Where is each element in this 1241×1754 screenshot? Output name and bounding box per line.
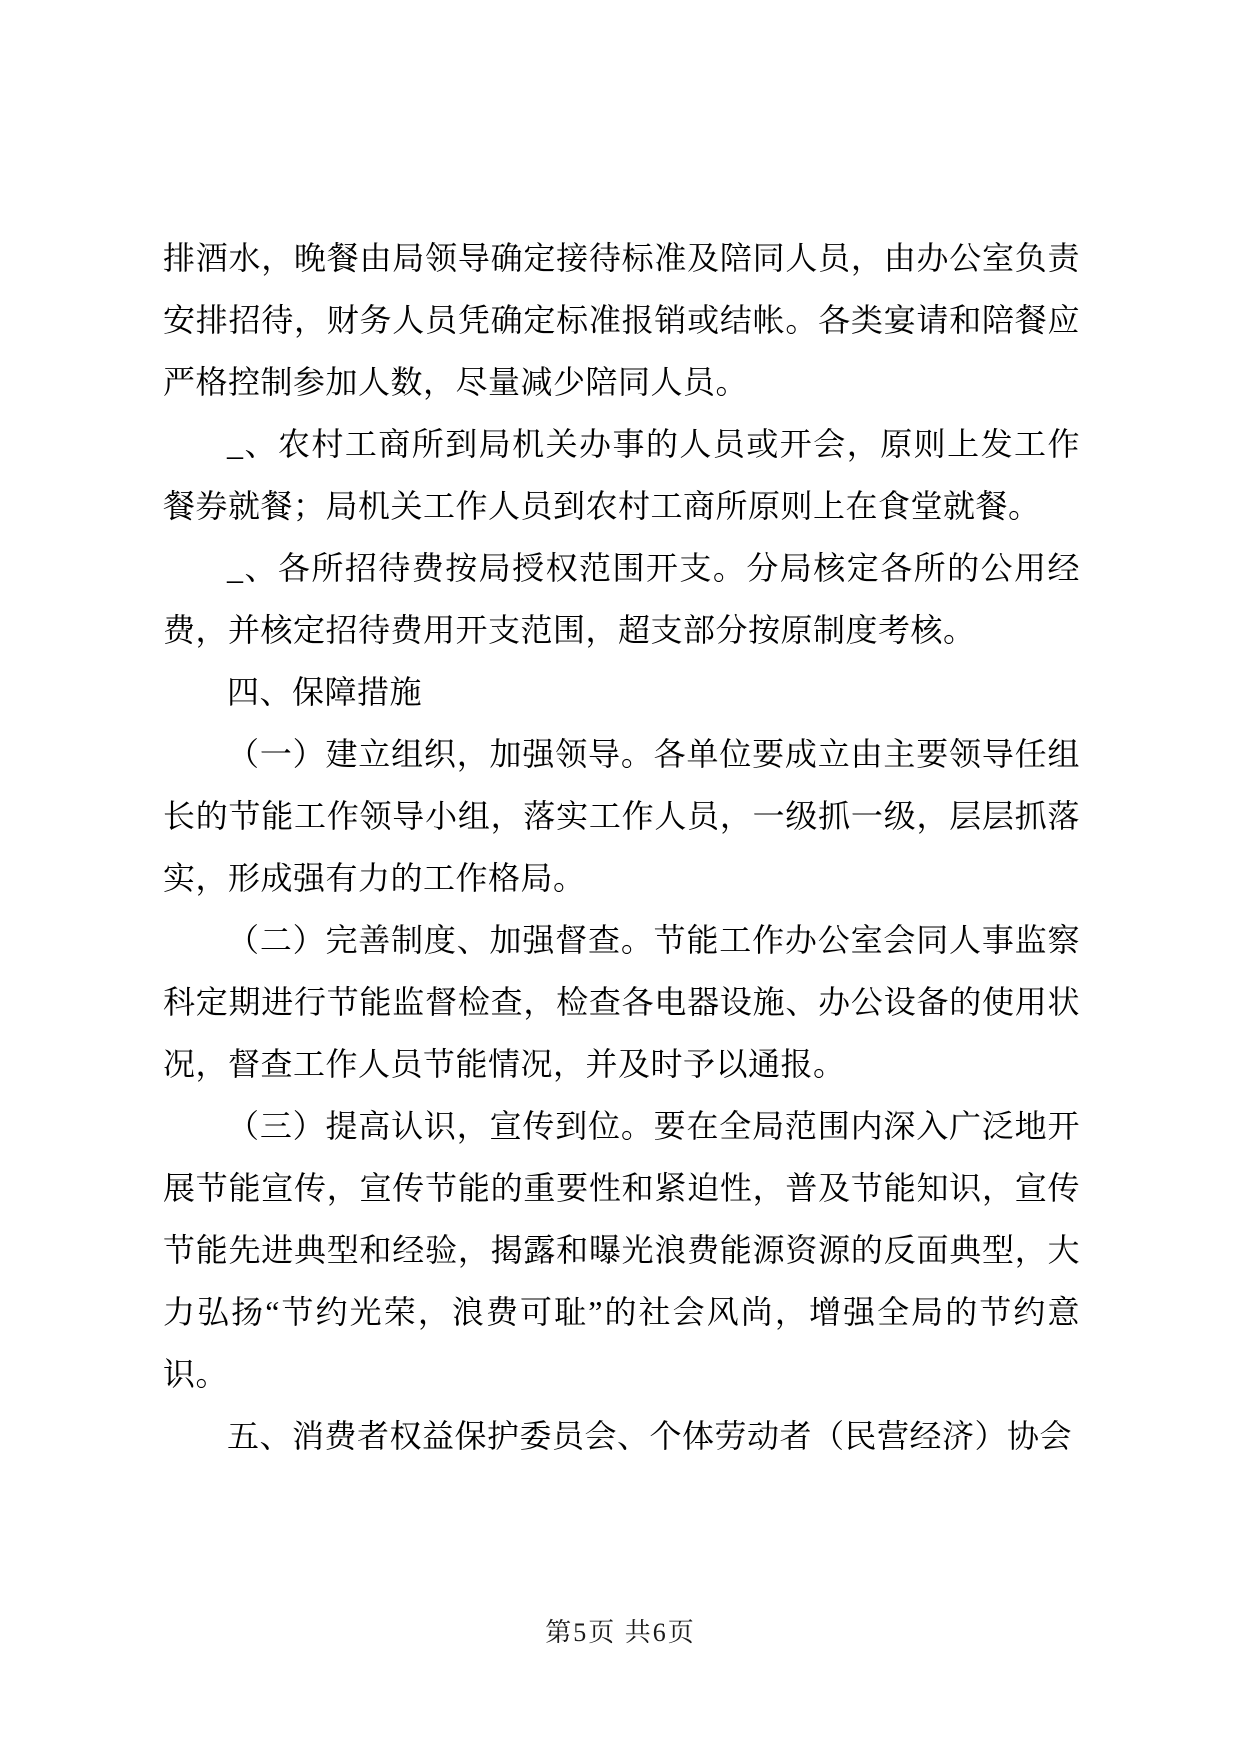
paragraph: （二）完善制度、加强督查。节能工作办公室会同人事监察科定期进行节能监督检查，检查各电器设施、办公设备的使用状况，督查工作人员节能情况，并及时予以通报。 bbox=[163, 922, 1080, 1082]
paragraph: （一）建立组织，加强领导。各单位要成立由主要领导任组长的节能工作领导小组，落实工作人员，一级抓一级，层层抓落实，形成强有力的工作格局。 bbox=[163, 736, 1080, 896]
section-heading: 五、消费者权益保护委员会、个体劳动者（民营经济）协会 bbox=[227, 1418, 1073, 1454]
paragraph: （三）提高认识，宣传到位。要在全局范围内深入广泛地开展节能宣传，宣传节能的重要性和紧迫性，普及节能知识，宣传节能先进典型和经验，揭露和曝光浪费能源资源的反面典型，大力弘扬“节约光荣，浪费可耻”的社会风尚，增强全局的节约意识。 bbox=[163, 1108, 1080, 1392]
page-number-footer: 第5页 共6页 bbox=[545, 1618, 696, 1647]
section-heading: 四、保障措施 bbox=[227, 674, 423, 710]
paragraph: 排酒水，晚餐由局领导确定接待标准及陪同人员，由办公室负责安排招待，财务人员凭确定标准报销或结帐。各类宴请和陪餐应严格控制参加人数，尽量减少陪同人员。 bbox=[163, 240, 1080, 400]
paragraph: _、农村工商所到局机关办事的人员或开会，原则上发工作餐券就餐；局机关工作人员到农村工商所原则上在食堂就餐。 bbox=[163, 426, 1080, 524]
document-body bbox=[163, 227, 1080, 1467]
paragraph: _、各所招待费按局授权范围开支。分局核定各所的公用经费，并核定招待费用开支范围，超支部分按原制度考核。 bbox=[163, 550, 1080, 648]
